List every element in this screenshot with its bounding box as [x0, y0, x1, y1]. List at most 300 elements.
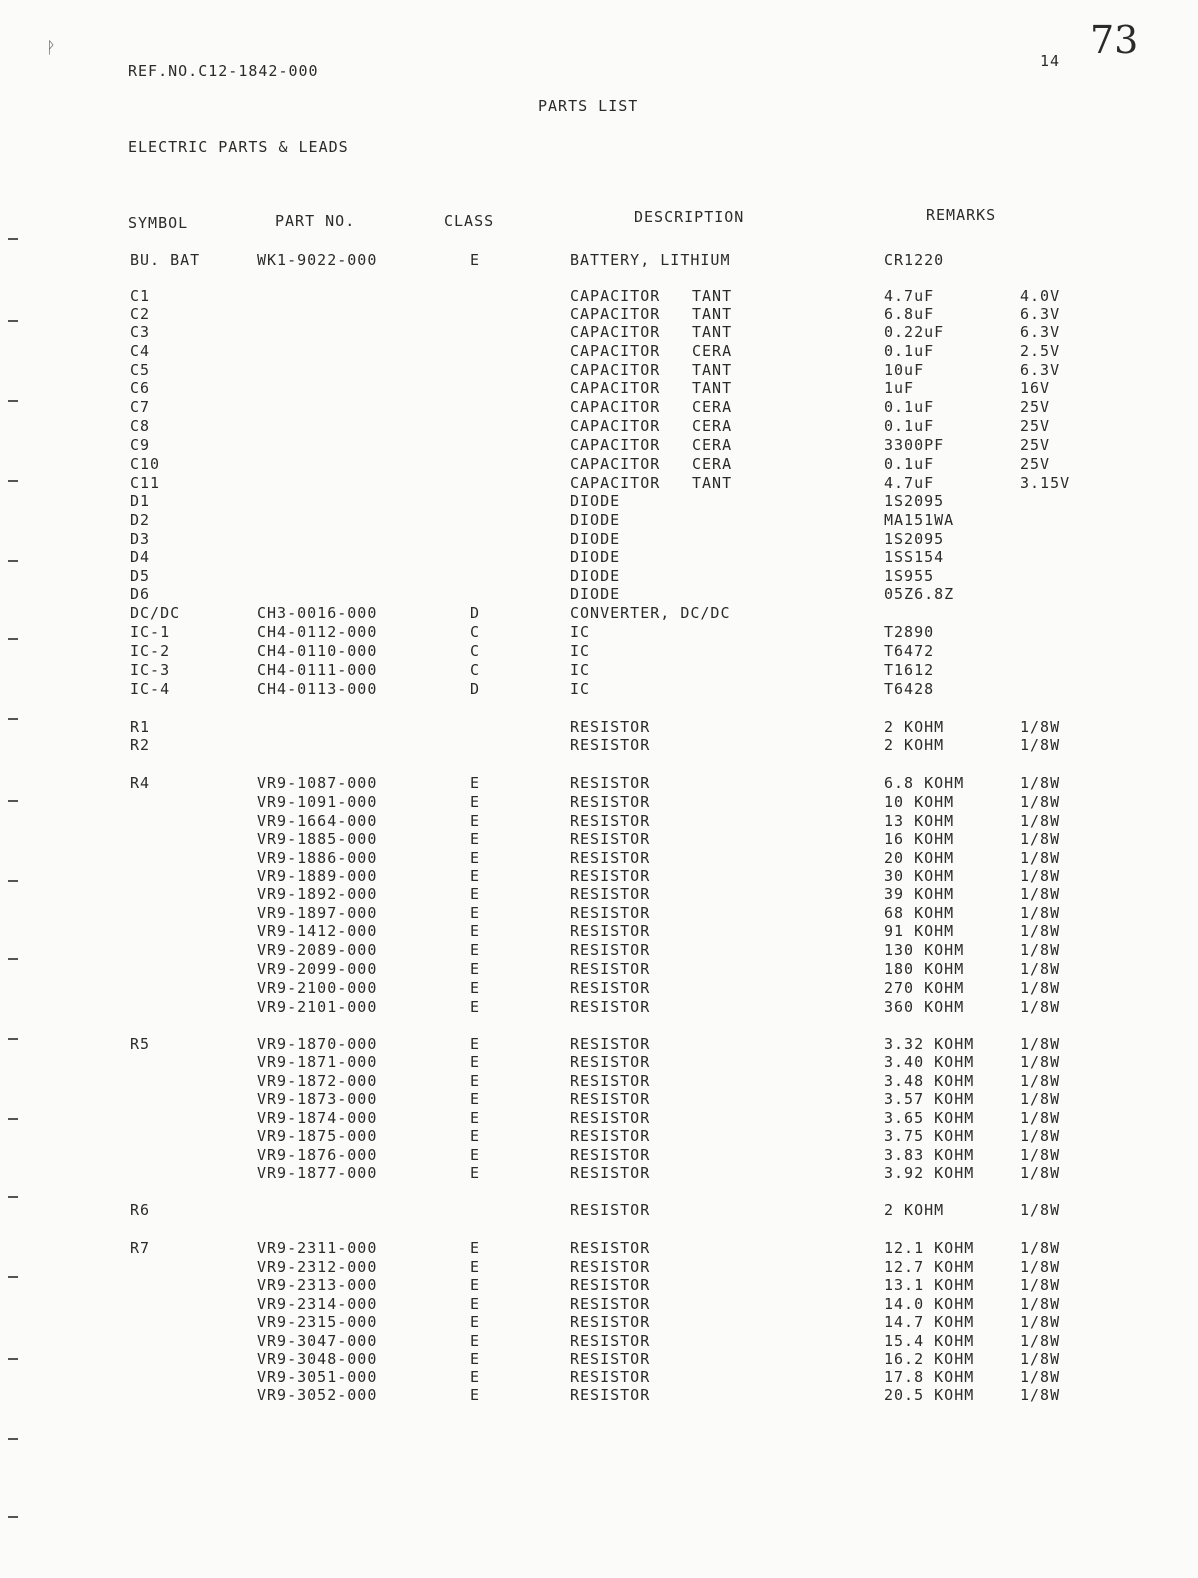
cell-part: VR9-1664-000: [257, 812, 378, 830]
cell-desc2: CERA: [692, 417, 733, 435]
table-row: [0, 1258, 1198, 1276]
cell-part: VR9-1874-000: [257, 1109, 378, 1127]
table-row: [0, 455, 1198, 473]
cell-rem2: 1/8W: [1020, 736, 1061, 754]
cell-class: E: [470, 1035, 481, 1053]
table-row: [0, 1090, 1198, 1108]
table-row: [0, 774, 1198, 792]
cell-rem: 3.32 KOHM: [884, 1035, 975, 1053]
cell-rem: CR1220: [884, 251, 945, 269]
cell-rem: 6.8 KOHM: [884, 774, 965, 792]
cell-part: VR9-2099-000: [257, 960, 378, 978]
cell-desc: RESISTOR: [570, 736, 651, 754]
cell-desc: CAPACITOR: [570, 323, 661, 341]
cell-rem: 3.48 KOHM: [884, 1072, 975, 1090]
cell-rem2: 1/8W: [1020, 1127, 1061, 1145]
cell-desc: RESISTOR: [570, 979, 651, 997]
cell-rem2: 25V: [1020, 436, 1051, 454]
cell-rem2: 1/8W: [1020, 1332, 1061, 1350]
cell-class: E: [470, 867, 481, 885]
cell-part: CH4-0111-000: [257, 661, 378, 679]
cell-desc: IC: [570, 623, 591, 641]
cell-rem: 0.1uF: [884, 398, 935, 416]
cell-class: E: [470, 1350, 481, 1368]
table-row: [0, 998, 1198, 1016]
cell-symbol: C10: [130, 455, 161, 473]
cell-desc: RESISTOR: [570, 774, 651, 792]
cell-part: VR9-1412-000: [257, 922, 378, 940]
cell-desc: IC: [570, 680, 591, 698]
cell-rem2: 1/8W: [1020, 1313, 1061, 1331]
cell-symbol: C9: [130, 436, 151, 454]
table-row: [0, 585, 1198, 603]
cell-symbol: C1: [130, 287, 151, 305]
cell-rem2: 1/8W: [1020, 1035, 1061, 1053]
cell-rem2: 16V: [1020, 379, 1051, 397]
cell-rem: 10uF: [884, 361, 925, 379]
cell-rem2: 1/8W: [1020, 1164, 1061, 1182]
cell-class: E: [470, 793, 481, 811]
cell-desc2: TANT: [692, 323, 733, 341]
cell-class: C: [470, 642, 481, 660]
cell-part: VR9-1871-000: [257, 1053, 378, 1071]
table-row: [0, 305, 1198, 323]
table-row: [0, 530, 1198, 548]
cell-rem2: 1/8W: [1020, 867, 1061, 885]
cell-rem: 270 KOHM: [884, 979, 965, 997]
cell-part: VR9-1885-000: [257, 830, 378, 848]
cell-desc: RESISTOR: [570, 1258, 651, 1276]
table-row: [0, 904, 1198, 922]
cell-class: E: [470, 1386, 481, 1404]
cell-desc: RESISTOR: [570, 1239, 651, 1257]
table-row: [0, 1072, 1198, 1090]
cell-desc: RESISTOR: [570, 1386, 651, 1404]
cell-rem2: 1/8W: [1020, 1053, 1061, 1071]
cell-desc: RESISTOR: [570, 1313, 651, 1331]
section-title: ELECTRIC PARTS & LEADS: [128, 138, 349, 156]
cell-desc: RESISTOR: [570, 1368, 651, 1386]
cell-part: VR9-1870-000: [257, 1035, 378, 1053]
cell-rem2: 1/8W: [1020, 1350, 1061, 1368]
cell-rem: 180 KOHM: [884, 960, 965, 978]
cell-class: E: [470, 998, 481, 1016]
cell-desc: RESISTOR: [570, 1350, 651, 1368]
cell-rem2: 1/8W: [1020, 1295, 1061, 1313]
cell-desc: BATTERY, LITHIUM: [570, 251, 731, 269]
cell-desc2: CERA: [692, 398, 733, 416]
cell-rem2: 1/8W: [1020, 1258, 1061, 1276]
cell-class: E: [470, 979, 481, 997]
cell-rem2: 1/8W: [1020, 849, 1061, 867]
header-remarks: REMARKS: [926, 206, 997, 224]
cell-desc: CAPACITOR: [570, 398, 661, 416]
cell-rem: 4.7uF: [884, 287, 935, 305]
cell-rem2: 1/8W: [1020, 1072, 1061, 1090]
cell-class: E: [470, 960, 481, 978]
cell-class: E: [470, 251, 481, 269]
cell-class: E: [470, 1164, 481, 1182]
table-row: [0, 1295, 1198, 1313]
cell-symbol: BU. BAT: [130, 251, 201, 269]
table-row: [0, 604, 1198, 622]
cell-part: VR9-1889-000: [257, 867, 378, 885]
cell-class: E: [470, 1332, 481, 1350]
cell-desc2: CERA: [692, 342, 733, 360]
page-title: PARTS LIST: [538, 97, 639, 115]
cell-rem2: 1/8W: [1020, 904, 1061, 922]
cell-desc: RESISTOR: [570, 1072, 651, 1090]
cell-desc: RESISTOR: [570, 1164, 651, 1182]
cell-rem2: 1/8W: [1020, 774, 1061, 792]
cell-part: VR9-1897-000: [257, 904, 378, 922]
cell-desc: CAPACITOR: [570, 305, 661, 323]
cell-rem: 16.2 KOHM: [884, 1350, 975, 1368]
table-row: [0, 379, 1198, 397]
table-row: [0, 849, 1198, 867]
cell-desc2: TANT: [692, 361, 733, 379]
cell-symbol: D4: [130, 548, 151, 566]
cell-rem: T6472: [884, 642, 935, 660]
cell-part: VR9-2313-000: [257, 1276, 378, 1294]
cell-class: E: [470, 774, 481, 792]
cell-symbol: R1: [130, 718, 151, 736]
cell-symbol: C7: [130, 398, 151, 416]
table-row: [0, 1368, 1198, 1386]
cell-desc: CAPACITOR: [570, 342, 661, 360]
cell-part: VR9-2089-000: [257, 941, 378, 959]
cell-class: E: [470, 1368, 481, 1386]
cell-rem: 1uF: [884, 379, 915, 397]
cell-desc: RESISTOR: [570, 1109, 651, 1127]
cell-part: CH4-0112-000: [257, 623, 378, 641]
cell-rem: 91 KOHM: [884, 922, 955, 940]
cell-desc: IC: [570, 661, 591, 679]
table-row: [0, 361, 1198, 379]
cell-desc2: TANT: [692, 287, 733, 305]
cell-desc2: CERA: [692, 455, 733, 473]
table-row: [0, 287, 1198, 305]
cell-rem: 3.92 KOHM: [884, 1164, 975, 1182]
table-row: [0, 941, 1198, 959]
cell-rem2: 1/8W: [1020, 1386, 1061, 1404]
cell-rem: T2890: [884, 623, 935, 641]
cell-class: E: [470, 885, 481, 903]
cell-class: E: [470, 1090, 481, 1108]
cell-part: VR9-2315-000: [257, 1313, 378, 1331]
cell-symbol: DC/DC: [130, 604, 181, 622]
cell-symbol: IC-3: [130, 661, 171, 679]
cell-part: VR9-1873-000: [257, 1090, 378, 1108]
cell-rem: 2 KOHM: [884, 736, 945, 754]
cell-rem: 0.22uF: [884, 323, 945, 341]
cell-class: E: [470, 1072, 481, 1090]
table-row: [0, 342, 1198, 360]
cell-rem2: 1/8W: [1020, 1201, 1061, 1219]
cell-rem2: 1/8W: [1020, 941, 1061, 959]
cell-rem: 3.40 KOHM: [884, 1053, 975, 1071]
cell-desc: RESISTOR: [570, 941, 651, 959]
cell-rem: T6428: [884, 680, 935, 698]
cell-rem: 6.8uF: [884, 305, 935, 323]
table-row: [0, 548, 1198, 566]
cell-rem2: 25V: [1020, 455, 1051, 473]
cell-desc: RESISTOR: [570, 1127, 651, 1145]
cell-part: VR9-1091-000: [257, 793, 378, 811]
cell-symbol: R7: [130, 1239, 151, 1257]
table-row: [0, 511, 1198, 529]
cell-desc: RESISTOR: [570, 922, 651, 940]
table-row: [0, 1386, 1198, 1404]
cell-rem: T1612: [884, 661, 935, 679]
cell-rem2: 1/8W: [1020, 1368, 1061, 1386]
table-row: [0, 1276, 1198, 1294]
cell-class: E: [470, 1295, 481, 1313]
cell-rem: 0.1uF: [884, 455, 935, 473]
cell-part: VR9-1875-000: [257, 1127, 378, 1145]
cell-rem: 1S2095: [884, 530, 945, 548]
cell-desc: RESISTOR: [570, 793, 651, 811]
cell-rem2: 3.15V: [1020, 474, 1071, 492]
cell-desc: RESISTOR: [570, 998, 651, 1016]
cell-rem: 2 KOHM: [884, 1201, 945, 1219]
table-row: [0, 417, 1198, 435]
cell-rem2: 25V: [1020, 398, 1051, 416]
cell-desc: CAPACITOR: [570, 474, 661, 492]
cell-rem2: 1/8W: [1020, 830, 1061, 848]
cell-desc: DIODE: [570, 567, 621, 585]
cell-class: E: [470, 1109, 481, 1127]
cell-desc: RESISTOR: [570, 885, 651, 903]
cell-rem: 20 KOHM: [884, 849, 955, 867]
cell-rem2: 1/8W: [1020, 812, 1061, 830]
table-row: [0, 979, 1198, 997]
cell-rem: 13 KOHM: [884, 812, 955, 830]
cell-symbol: R2: [130, 736, 151, 754]
cell-class: E: [470, 904, 481, 922]
cell-desc: CAPACITOR: [570, 455, 661, 473]
cell-desc: CONVERTER, DC/DC: [570, 604, 731, 622]
cell-class: E: [470, 812, 481, 830]
cell-symbol: IC-2: [130, 642, 171, 660]
cell-class: C: [470, 661, 481, 679]
cell-rem: 12.1 KOHM: [884, 1239, 975, 1257]
cell-symbol: C5: [130, 361, 151, 379]
cell-rem: 4.7uF: [884, 474, 935, 492]
cell-symbol: IC-1: [130, 623, 171, 641]
cell-desc2: TANT: [692, 379, 733, 397]
cell-rem2: 4.0V: [1020, 287, 1061, 305]
cell-part: VR9-2311-000: [257, 1239, 378, 1257]
cell-symbol: C8: [130, 417, 151, 435]
cell-desc2: TANT: [692, 305, 733, 323]
cell-rem2: 1/8W: [1020, 960, 1061, 978]
header-part-no: PART NO.: [275, 212, 356, 230]
cell-rem2: 1/8W: [1020, 718, 1061, 736]
cell-part: VR9-1892-000: [257, 885, 378, 903]
cell-part: VR9-1886-000: [257, 849, 378, 867]
cell-desc: RESISTOR: [570, 1035, 651, 1053]
cell-class: E: [470, 941, 481, 959]
cell-rem: 05Z6.8Z: [884, 585, 955, 603]
cell-part: VR9-2312-000: [257, 1258, 378, 1276]
cell-class: C: [470, 623, 481, 641]
cell-desc: RESISTOR: [570, 849, 651, 867]
cell-symbol: C11: [130, 474, 161, 492]
cell-rem: 130 KOHM: [884, 941, 965, 959]
cell-rem: MA151WA: [884, 511, 955, 529]
cell-rem: 3300PF: [884, 436, 945, 454]
table-row: [0, 323, 1198, 341]
cell-symbol: D3: [130, 530, 151, 548]
folio-number: 73: [1090, 18, 1139, 62]
cell-rem2: 1/8W: [1020, 793, 1061, 811]
cell-rem: 3.57 KOHM: [884, 1090, 975, 1108]
cell-class: E: [470, 1258, 481, 1276]
cell-rem: 360 KOHM: [884, 998, 965, 1016]
table-row: [0, 1053, 1198, 1071]
table-row: [0, 1239, 1198, 1257]
cell-symbol: IC-4: [130, 680, 171, 698]
cell-rem2: 1/8W: [1020, 922, 1061, 940]
cell-rem: 13.1 KOHM: [884, 1276, 975, 1294]
cell-class: E: [470, 922, 481, 940]
table-row: [0, 793, 1198, 811]
table-row: [0, 922, 1198, 940]
cell-part: VR9-3051-000: [257, 1368, 378, 1386]
table-row: [0, 1127, 1198, 1145]
cell-symbol: D6: [130, 585, 151, 603]
cell-desc: CAPACITOR: [570, 379, 661, 397]
cell-class: E: [470, 1276, 481, 1294]
cell-rem2: 25V: [1020, 417, 1051, 435]
cell-part: VR9-3047-000: [257, 1332, 378, 1350]
cell-part: VR9-2101-000: [257, 998, 378, 1016]
cell-desc: RESISTOR: [570, 1295, 651, 1313]
cell-desc: CAPACITOR: [570, 361, 661, 379]
cell-desc: RESISTOR: [570, 718, 651, 736]
table-row: [0, 1109, 1198, 1127]
cell-class: E: [470, 1053, 481, 1071]
cell-desc: DIODE: [570, 548, 621, 566]
table-row: [0, 718, 1198, 736]
cell-class: E: [470, 1313, 481, 1331]
table-row: [0, 1035, 1198, 1053]
cell-rem2: 1/8W: [1020, 1109, 1061, 1127]
cell-rem: 68 KOHM: [884, 904, 955, 922]
cell-desc: DIODE: [570, 585, 621, 603]
cell-class: E: [470, 849, 481, 867]
reference-number: REF.NO.C12-1842-000: [128, 62, 319, 80]
cell-desc: RESISTOR: [570, 1201, 651, 1219]
cell-part: VR9-1877-000: [257, 1164, 378, 1182]
cell-desc: CAPACITOR: [570, 287, 661, 305]
cell-desc2: TANT: [692, 474, 733, 492]
table-row: [0, 251, 1198, 269]
cell-desc: RESISTOR: [570, 1332, 651, 1350]
cell-part: WK1-9022-000: [257, 251, 378, 269]
cell-rem: 14.0 KOHM: [884, 1295, 975, 1313]
cell-rem: 12.7 KOHM: [884, 1258, 975, 1276]
cell-symbol: D2: [130, 511, 151, 529]
cell-part: VR9-3048-000: [257, 1350, 378, 1368]
cell-class: E: [470, 1239, 481, 1257]
table-row: [0, 474, 1198, 492]
cell-rem: 10 KOHM: [884, 793, 955, 811]
cell-rem2: 1/8W: [1020, 885, 1061, 903]
cell-desc: RESISTOR: [570, 960, 651, 978]
cell-rem2: 1/8W: [1020, 979, 1061, 997]
table-row: [0, 1146, 1198, 1164]
cell-symbol: C6: [130, 379, 151, 397]
cell-rem2: 1/8W: [1020, 998, 1061, 1016]
table-row: [0, 623, 1198, 641]
cell-part: VR9-2100-000: [257, 979, 378, 997]
cell-part: VR9-3052-000: [257, 1386, 378, 1404]
cell-symbol: R4: [130, 774, 151, 792]
cell-rem2: 1/8W: [1020, 1146, 1061, 1164]
cell-rem: 0.1uF: [884, 342, 935, 360]
cell-rem2: 6.3V: [1020, 305, 1061, 323]
cell-symbol: D5: [130, 567, 151, 585]
table-row: [0, 960, 1198, 978]
cell-desc: CAPACITOR: [570, 417, 661, 435]
table-row: [0, 867, 1198, 885]
cell-rem: 39 KOHM: [884, 885, 955, 903]
handwritten-initials: ᚹ: [46, 38, 57, 57]
cell-part: VR9-2314-000: [257, 1295, 378, 1313]
table-row: [0, 885, 1198, 903]
cell-desc: RESISTOR: [570, 867, 651, 885]
cell-desc: DIODE: [570, 530, 621, 548]
cell-desc: RESISTOR: [570, 1053, 651, 1071]
cell-symbol: D1: [130, 492, 151, 510]
table-row: [0, 1332, 1198, 1350]
cell-desc: RESISTOR: [570, 1090, 651, 1108]
cell-rem2: 6.3V: [1020, 323, 1061, 341]
cell-class: E: [470, 1127, 481, 1145]
cell-symbol: C3: [130, 323, 151, 341]
cell-rem: 3.75 KOHM: [884, 1127, 975, 1145]
table-row: [0, 436, 1198, 454]
cell-rem2: 6.3V: [1020, 361, 1061, 379]
cell-rem: 2 KOHM: [884, 718, 945, 736]
cell-rem: 3.65 KOHM: [884, 1109, 975, 1127]
cell-part: CH4-0113-000: [257, 680, 378, 698]
table-row: [0, 830, 1198, 848]
table-row: [0, 661, 1198, 679]
cell-rem: 20.5 KOHM: [884, 1386, 975, 1404]
cell-desc: DIODE: [570, 492, 621, 510]
cell-class: D: [470, 680, 481, 698]
cell-part: VR9-1087-000: [257, 774, 378, 792]
cell-desc: RESISTOR: [570, 812, 651, 830]
cell-rem2: 1/8W: [1020, 1276, 1061, 1294]
cell-rem: 30 KOHM: [884, 867, 955, 885]
cell-desc: RESISTOR: [570, 1276, 651, 1294]
cell-symbol: R6: [130, 1201, 151, 1219]
cell-desc: RESISTOR: [570, 830, 651, 848]
cell-rem: 17.8 KOHM: [884, 1368, 975, 1386]
cell-desc2: CERA: [692, 436, 733, 454]
table-row: [0, 736, 1198, 754]
cell-symbol: R5: [130, 1035, 151, 1053]
page-number: 14: [1040, 52, 1061, 70]
table-row: [0, 1350, 1198, 1368]
cell-rem: 16 KOHM: [884, 830, 955, 848]
table-row: [0, 1164, 1198, 1182]
cell-part: VR9-1876-000: [257, 1146, 378, 1164]
